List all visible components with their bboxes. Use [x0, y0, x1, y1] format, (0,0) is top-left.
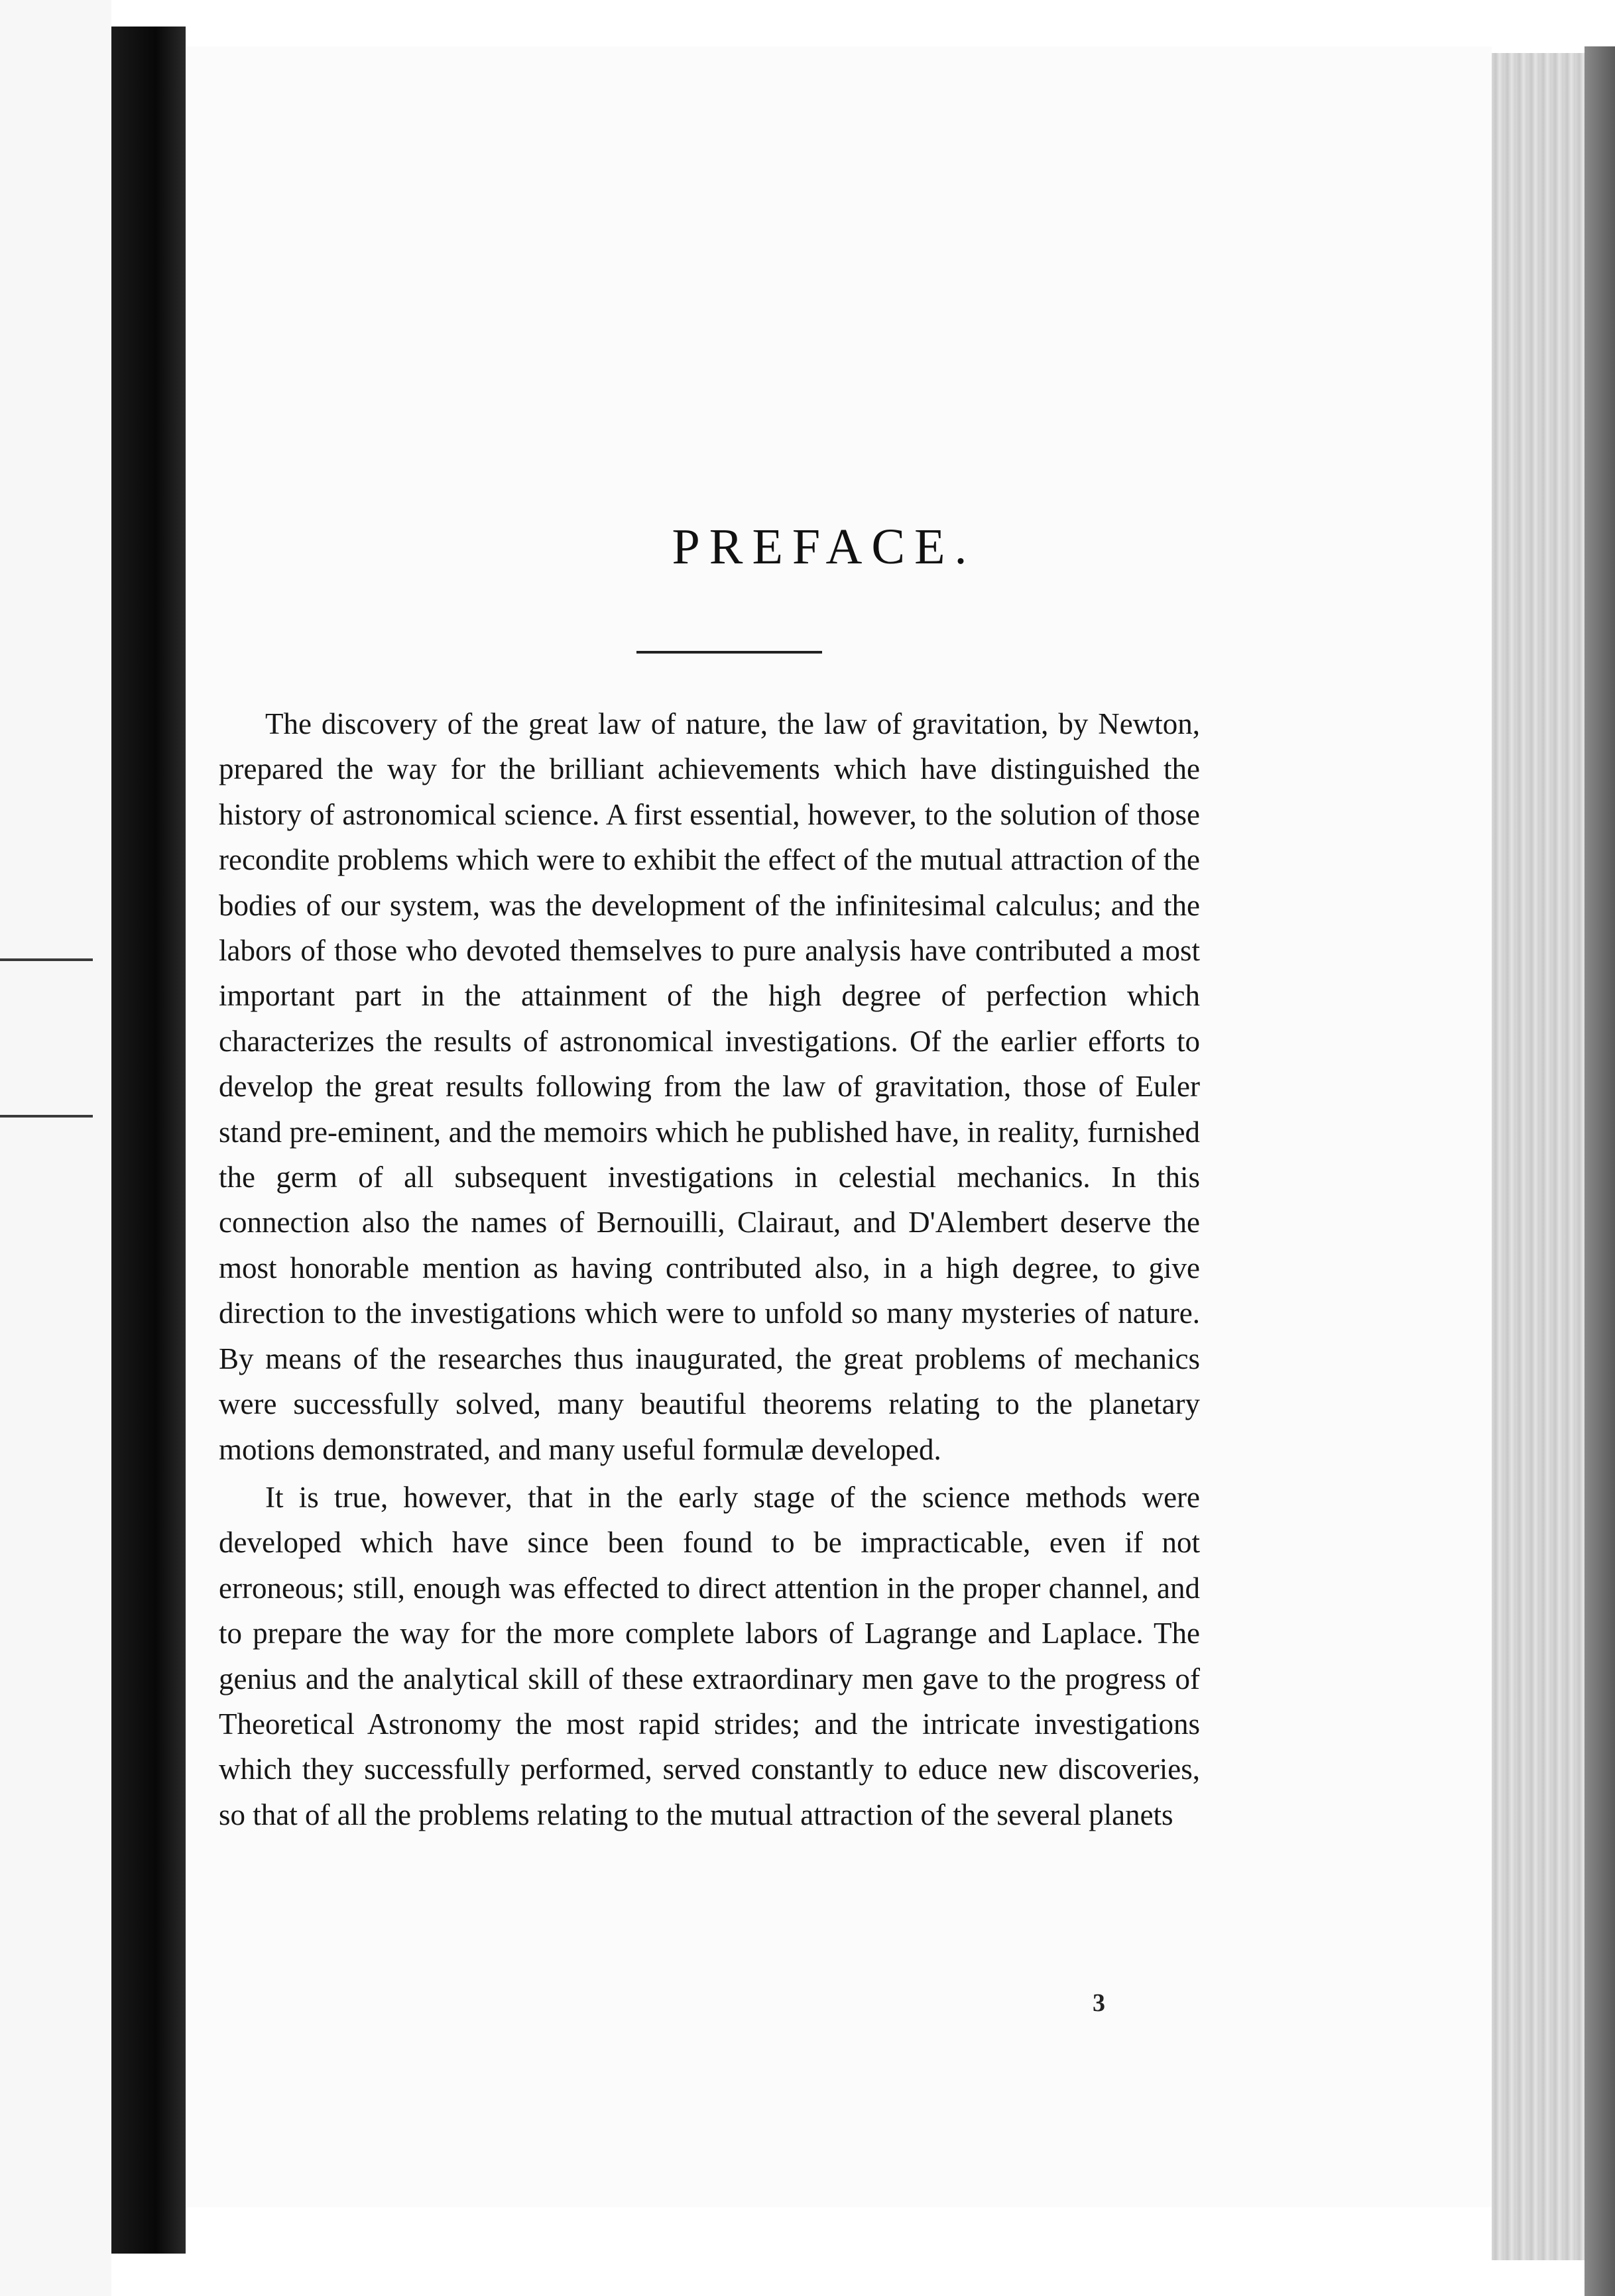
title-divider: [636, 651, 822, 654]
facing-page-rule: [0, 1115, 93, 1118]
page-stack-edge: [1492, 53, 1585, 2260]
page-number: 3: [1093, 1989, 1105, 2017]
preface-text: [219, 701, 1200, 1837]
paragraph: The discovery of the great law of nature, the law of gravitation, by Newton, prepared the way for the brilliant achievements which have distinguished the history of astronomical science. A first essential, however, to the solution of those recondite problems which were to exhibit the effect of the mutual attraction of the bodies of our system, was the development of the infinitesimal calculus; and the labors of those who devoted themselves to pure analysis have contributed a most important part in the attainment of the high degree of perfection which characterizes the results of astronomical investigations. Of the earlier efforts to develop the great results following from the law of gravitation, those of Euler stand pre-eminent, and the memoirs which he published have, in reality, furnished the germ of all subsequent investigations in celestial mechanics. In this connection also the names of Bernouilli, Clairaut, and D'Alembert deserve the most honorable mention as having contributed also, in a high degree, to give direction to the investigations which were to unfold so many mysteries of nature. By means of the researches thus inaugurated, the great problems of mechanics were successfully solved, many beautiful theorems relating to the planetary motions demonstrated, and many useful formulæ developed.: [219, 707, 1200, 1466]
page-stack-shadow: [1585, 46, 1615, 2296]
facing-page-rule: [0, 958, 93, 961]
facing-page-edge: [0, 0, 111, 2296]
book-gutter: [111, 27, 186, 2254]
page-title: PREFACE.: [672, 519, 977, 575]
paragraph: It is true, however, that in the early stage of the science methods were developed which have since been found to be impracticable, even if not erroneous; still, enough was effected to direct attention in the proper channel, and to prepare the way for the more complete labors of Lagrange and Laplace. The genius and the analytical skill of these extraordinary men gave to the progress of Theoretical Astronomy the most rapid strides; and the intricate investigations which they successfully performed, served constantly to educe new discoveries, so that of all the problems relating to the mutual attraction of the several planets: [219, 1480, 1200, 1831]
